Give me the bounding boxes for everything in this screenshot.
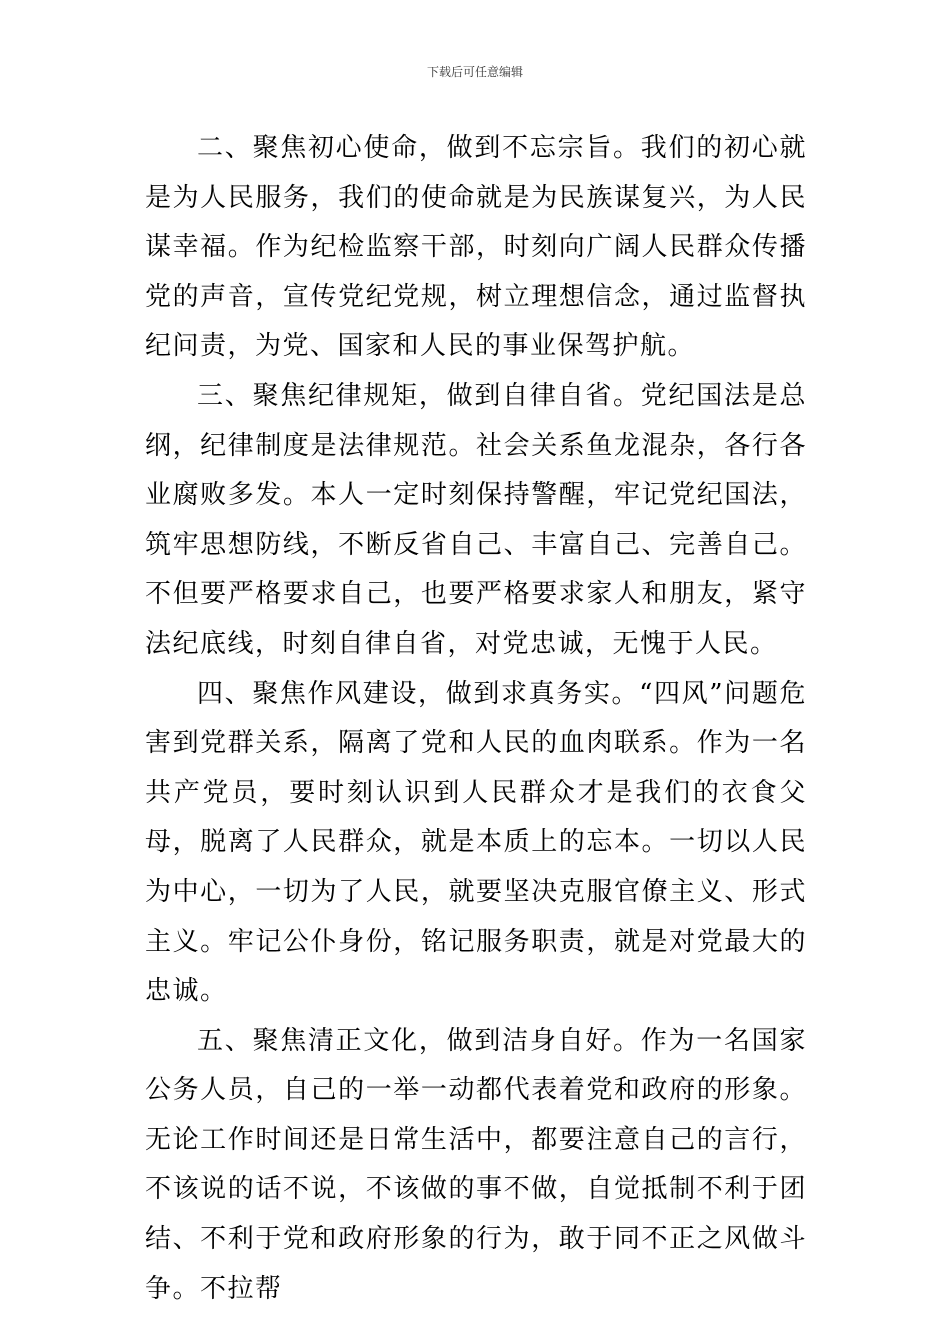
paragraph-2: 二、聚焦初心使命，做到不忘宗旨。我们的初心就是为人民服务，我们的使命就是为民族谋复兴，为人民谋幸福。作为纪检监察干部，时刻向广阔人民群众传播党的声音，宣传党纪党规，树立理想信念，通过监督执纪问责，为党、国家和人民的事业保驾护航。 bbox=[145, 133, 807, 362]
page-header: 下载后可任意编辑 bbox=[426, 65, 523, 79]
paragraph-5: 五、聚焦清正文化，做到洁身自好。作为一名国家公务人员，自己的一举一动都代表着党和政府的形象。无论工作时间还是日常生活中，都要注意自己的言行，不该说的话不说，不该做的事不做，自觉抵制不利于团结、不利于党和政府形象的行为，敢于同不正之风做斗争。不拉帮 bbox=[145, 1025, 807, 1304]
paragraph-3: 三、聚焦纪律规矩，做到自律自省。党纪国法是总纲，纪律制度是法律规范。社会关系鱼龙混杂，各行各业腐败多发。本人一定时刻保持警醒，牢记党纪国法，筑牢思想防线，不断反省自己、丰富自己、完善自己。不但要严格要求自己，也要严格要求家人和朋友，紧守法纪底线，时刻自律自省，对党忠诚，无愧于人民。 bbox=[145, 380, 807, 659]
document-body bbox=[145, 124, 807, 1314]
paragraph-4: 四、聚焦作风建设，做到求真务实。“四风”问题危害到党群关系，隔离了党和人民的血肉联系。作为一名共产党员，要时刻认识到人民群众才是我们的衣食父母，脱离了人民群众，就是本质上的忘本。一切以人民为中心，一切为了人民，就要坚决克服官僚主义、形式主义。牢记公仆身份，铭记服务职责，就是对党最大的忠诚。 bbox=[145, 678, 807, 1007]
